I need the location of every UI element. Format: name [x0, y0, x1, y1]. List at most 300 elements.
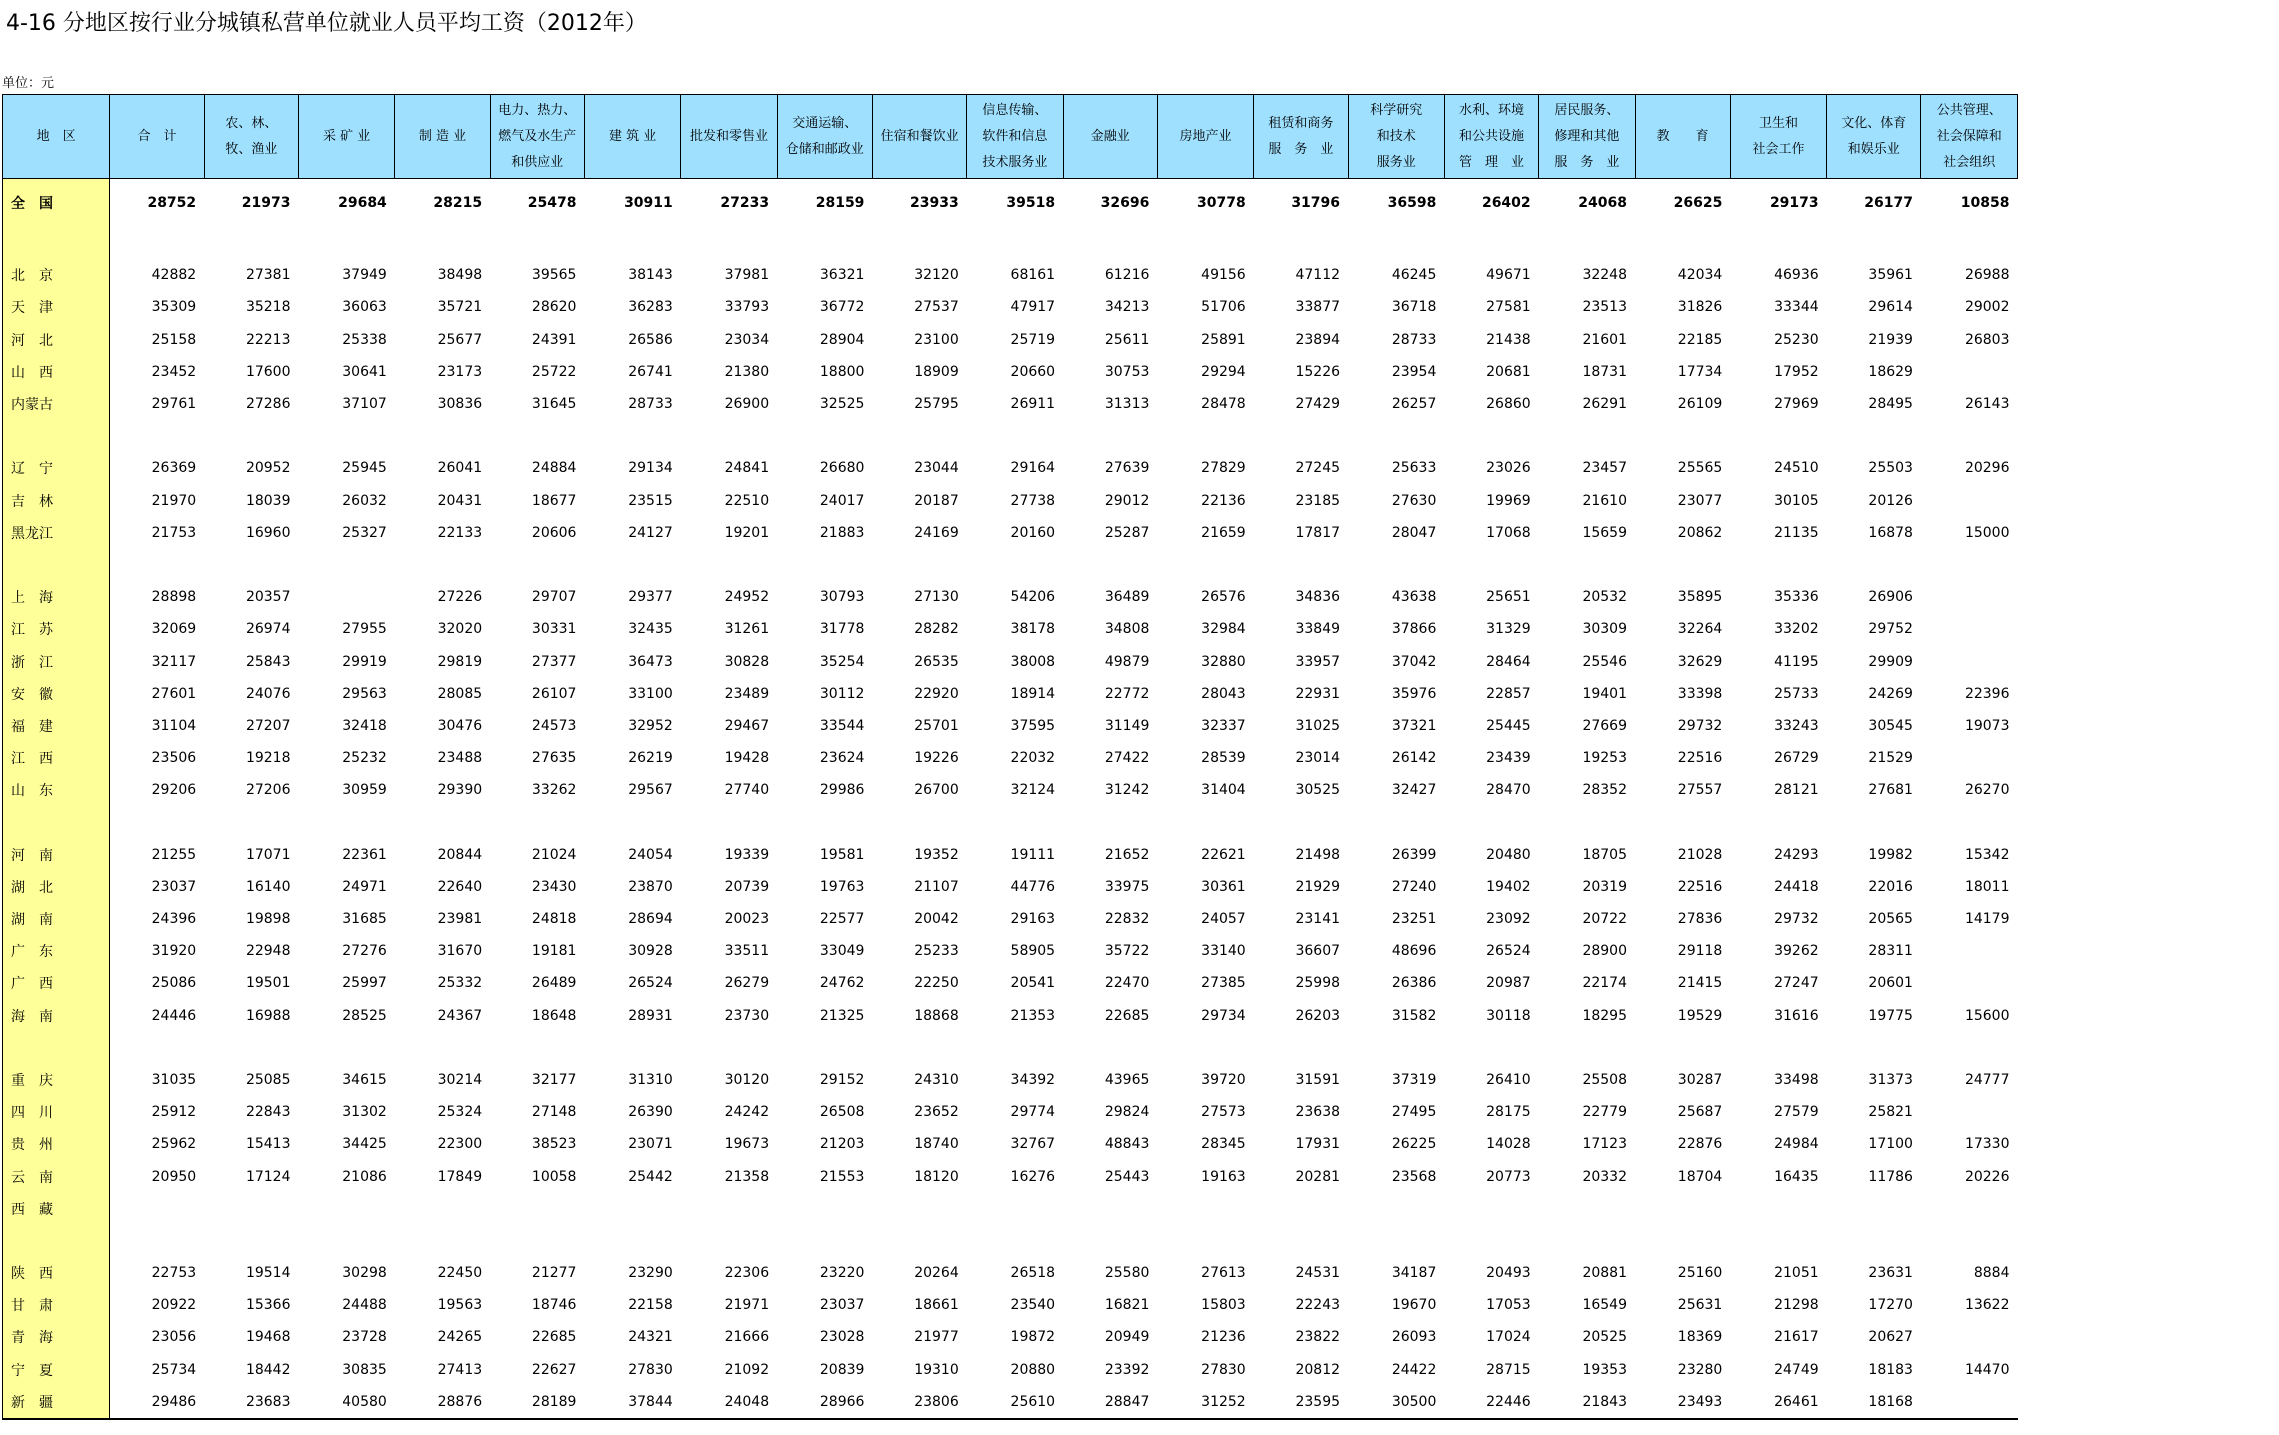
value-cell: 19428: [724, 750, 770, 767]
value-cell: [1827, 806, 1921, 838]
national-total-row: [3, 179, 2018, 228]
column-header-line: 居民服务、: [1554, 102, 1620, 118]
value-cell: 33975: [1104, 878, 1150, 895]
value-cell: 20264: [914, 1265, 959, 1282]
value-cell: 18677: [531, 492, 577, 509]
value-cell: 42034: [1677, 267, 1723, 284]
column-header: [1254, 95, 1348, 179]
value-cell: [1157, 420, 1253, 452]
value-cell: 41195: [1774, 653, 1819, 670]
value-cell: 30120: [724, 1071, 770, 1088]
value-cell: 25287: [1104, 524, 1150, 541]
value-cell: [1921, 1193, 2018, 1225]
value-cell: [584, 1032, 680, 1064]
value-cell: 18011: [1964, 878, 2010, 895]
value-cell: 35722: [1104, 943, 1150, 960]
value-cell: 31796: [1291, 195, 1341, 211]
value-cell: 24422: [1391, 1361, 1437, 1378]
value-cell: 32069: [151, 621, 197, 638]
value-cell: 31242: [1104, 782, 1150, 799]
value-cell: 30331: [531, 621, 577, 638]
value-cell: 23220: [819, 1265, 865, 1282]
value-cell: 39565: [531, 267, 577, 284]
value-cell: 20950: [151, 1168, 197, 1185]
value-cell: 25687: [1677, 1104, 1723, 1121]
value-cell: 20862: [1677, 524, 1723, 541]
value-cell: [1444, 806, 1538, 838]
value-cell: 20541: [1010, 975, 1056, 992]
value-cell: 31826: [1677, 299, 1723, 316]
value-cell: 22032: [1010, 750, 1056, 767]
value-cell: [777, 227, 872, 259]
value-cell: 26906: [1868, 589, 1913, 606]
value-cell: 19563: [437, 1297, 483, 1314]
value-cell: 23026: [1486, 460, 1531, 477]
table-row: [3, 324, 2018, 356]
table-row: [3, 1096, 2018, 1128]
value-cell: 27830: [628, 1361, 673, 1378]
value-cell: 40580: [298, 1386, 394, 1419]
value-cell: 21415: [1677, 975, 1723, 992]
value-cell: 43638: [1391, 589, 1437, 606]
region-cell: 云 南: [3, 1160, 110, 1192]
value-cell: [872, 549, 966, 581]
value-cell: 34187: [1391, 1265, 1437, 1282]
table-row: [3, 1386, 2018, 1419]
value-cell: 23037: [151, 878, 197, 895]
value-cell: 21028: [1677, 846, 1723, 863]
value-cell: 24269: [1868, 685, 1913, 702]
value-cell: 21086: [342, 1168, 387, 1185]
value-cell: 25734: [151, 1361, 197, 1378]
value-cell: [204, 1225, 298, 1257]
value-cell: 35976: [1391, 685, 1437, 702]
value-cell: [298, 549, 394, 581]
value-cell: [1063, 1225, 1157, 1257]
value-cell: 30641: [342, 363, 387, 380]
unit-label: 单位：元: [2, 76, 55, 91]
value-cell: [1827, 1225, 1921, 1257]
region-cell: 西 藏: [3, 1193, 110, 1225]
value-cell: 23822: [1295, 1329, 1341, 1346]
value-cell: 19529: [1677, 1007, 1723, 1024]
value-cell: 17068: [1486, 524, 1531, 541]
value-cell: 24984: [1774, 1136, 1819, 1153]
region-cell: 广 西: [3, 967, 110, 999]
value-cell: 19581: [819, 846, 865, 863]
value-cell: 32696: [1100, 195, 1150, 211]
value-cell: 28282: [914, 621, 959, 638]
value-cell: 24531: [1295, 1265, 1341, 1282]
value-cell: 22016: [1868, 878, 1913, 895]
value-cell: 31149: [1104, 717, 1150, 734]
value-cell: 21024: [531, 846, 577, 863]
value-cell: 19402: [1486, 878, 1531, 895]
value-cell: 30545: [1868, 717, 1913, 734]
value-cell: 29734: [1201, 1007, 1246, 1024]
value-cell: 24242: [724, 1104, 770, 1121]
value-cell: 23034: [724, 331, 770, 348]
value-cell: 28539: [1201, 750, 1246, 767]
value-cell: 33398: [1677, 685, 1723, 702]
column-header: [1444, 95, 1538, 179]
column-header-line: 教 育: [1656, 128, 1709, 144]
region-cell: 陕 西: [3, 1257, 110, 1289]
value-cell: 22446: [1444, 1386, 1538, 1419]
value-cell: 23056: [151, 1329, 197, 1346]
value-cell: 31373: [1868, 1071, 1913, 1088]
value-cell: 29118: [1677, 943, 1723, 960]
value-cell: [1921, 549, 2018, 581]
value-cell: [1348, 420, 1444, 452]
value-cell: 37595: [1010, 717, 1056, 734]
value-cell: 36321: [819, 267, 865, 284]
value-cell: 25997: [342, 975, 387, 992]
value-cell: 18731: [1582, 363, 1627, 380]
value-cell: [1827, 420, 1921, 452]
column-header-line: 文化、体育: [1841, 115, 1907, 131]
value-cell: 39262: [1774, 943, 1819, 960]
value-cell: [395, 227, 490, 259]
value-cell: 32435: [628, 621, 673, 638]
value-cell: 20627: [1868, 1329, 1913, 1346]
value-cell: 16435: [1774, 1168, 1819, 1185]
value-cell: 23515: [628, 492, 673, 509]
value-cell: 24418: [1774, 878, 1819, 895]
column-header: [395, 95, 490, 179]
column-header-line: 仓储和邮政业: [785, 141, 864, 157]
value-cell: 33100: [628, 685, 673, 702]
value-cell: 30476: [437, 717, 483, 734]
value-cell: [110, 806, 204, 838]
value-cell: 31920: [151, 943, 197, 960]
value-cell: 15000: [1964, 524, 2010, 541]
column-header-line: 软件和信息: [982, 128, 1048, 144]
value-cell: [1539, 549, 1635, 581]
value-cell: 23652: [914, 1104, 959, 1121]
value-cell: 17600: [245, 363, 291, 380]
value-cell: 31310: [628, 1071, 673, 1088]
value-cell: 32117: [151, 653, 197, 670]
value-cell: 61216: [1104, 267, 1150, 284]
value-cell: 22300: [437, 1136, 483, 1153]
value-cell: 21203: [819, 1136, 865, 1153]
value-cell: [681, 549, 777, 581]
value-cell: 32177: [531, 1071, 577, 1088]
value-cell: 29986: [819, 782, 865, 799]
value-cell: 20126: [1868, 492, 1913, 509]
value-cell: 27385: [1201, 975, 1246, 992]
value-cell: 19218: [245, 750, 291, 767]
value-cell: 22876: [1677, 1136, 1723, 1153]
value-cell: 26032: [342, 492, 387, 509]
value-cell: 27681: [1868, 782, 1913, 799]
value-cell: 23981: [437, 911, 483, 928]
value-cell: 24048: [681, 1386, 777, 1419]
value-cell: 22685: [531, 1329, 577, 1346]
value-cell: 27630: [1391, 492, 1437, 509]
region-cell: 上 海: [3, 581, 110, 613]
value-cell: 30778: [1197, 195, 1246, 211]
value-cell: 24127: [628, 524, 673, 541]
column-header: [1827, 95, 1921, 179]
value-cell: 25733: [1774, 685, 1819, 702]
region-cell: 广 东: [3, 935, 110, 967]
value-cell: 23493: [1635, 1386, 1730, 1419]
table-row: [3, 613, 2018, 645]
value-cell: 32248: [1582, 267, 1627, 284]
value-cell: 33140: [1201, 943, 1246, 960]
value-cell: 21325: [819, 1007, 865, 1024]
value-cell: 34425: [342, 1136, 387, 1153]
value-cell: 20023: [724, 911, 770, 928]
value-cell: 23071: [628, 1136, 673, 1153]
value-cell: 25443: [1104, 1168, 1150, 1185]
region-cell: 天 津: [3, 291, 110, 323]
column-header-line: 住宿和餐饮业: [880, 128, 959, 144]
value-cell: 27601: [151, 685, 197, 702]
value-cell: 21971: [724, 1297, 770, 1314]
value-cell: 17270: [1868, 1297, 1913, 1314]
value-cell: [584, 1193, 680, 1225]
table-row: [3, 291, 2018, 323]
value-cell: 21498: [1295, 846, 1341, 863]
value-cell: 29173: [1769, 195, 1819, 211]
value-cell: 31329: [1486, 621, 1531, 638]
value-cell: 23489: [724, 685, 770, 702]
value-cell: 27969: [1774, 396, 1819, 413]
value-cell: 22516: [1677, 878, 1723, 895]
value-cell: 18661: [914, 1297, 959, 1314]
table-row: [3, 452, 2018, 484]
value-cell: [967, 1032, 1063, 1064]
value-cell: 27233: [720, 195, 770, 211]
value-cell: 28345: [1201, 1136, 1246, 1153]
value-cell: 17024: [1486, 1329, 1531, 1346]
value-cell: 14028: [1486, 1136, 1531, 1153]
value-cell: 23683: [204, 1386, 298, 1419]
value-cell: 21977: [914, 1329, 959, 1346]
table-row: [3, 935, 2018, 967]
value-cell: 24265: [437, 1329, 483, 1346]
value-cell: [967, 420, 1063, 452]
value-cell: 33544: [819, 717, 865, 734]
value-cell: 24169: [914, 524, 959, 541]
value-cell: 22685: [1104, 1007, 1150, 1024]
column-header-line: 信息传输、: [982, 102, 1048, 118]
value-cell: 18746: [531, 1297, 577, 1314]
value-cell: 24310: [914, 1071, 959, 1088]
value-cell: 22931: [1295, 685, 1341, 702]
table-row: [3, 903, 2018, 935]
value-cell: 20357: [245, 589, 291, 606]
value-cell: 29134: [628, 460, 673, 477]
value-cell: 21438: [1486, 331, 1531, 348]
value-cell: 29563: [342, 685, 387, 702]
value-cell: 19339: [724, 846, 770, 863]
value-cell: 25701: [914, 717, 959, 734]
value-cell: 44776: [1010, 878, 1056, 895]
value-cell: 22185: [1677, 331, 1723, 348]
header-row: [3, 95, 2018, 179]
value-cell: [298, 1032, 394, 1064]
value-cell: 26279: [724, 975, 770, 992]
value-cell: 30298: [342, 1265, 387, 1282]
table-row: [3, 259, 2018, 291]
spacer-row: [3, 549, 2018, 581]
value-cell: [872, 1193, 966, 1225]
region-cell: [3, 806, 110, 838]
value-cell: [1921, 581, 2018, 613]
value-cell: 25843: [245, 653, 291, 670]
value-cell: 26680: [819, 460, 865, 477]
value-cell: [490, 227, 584, 259]
spacer-row: [3, 1032, 2018, 1064]
value-cell: [584, 1225, 680, 1257]
column-header: [1730, 95, 1826, 179]
value-cell: [395, 1225, 490, 1257]
value-cell: [1730, 227, 1826, 259]
value-cell: [1348, 1032, 1444, 1064]
value-cell: 34213: [1104, 299, 1150, 316]
value-cell: 38178: [1010, 621, 1056, 638]
value-cell: [1539, 1193, 1635, 1225]
value-cell: [1921, 1032, 2018, 1064]
value-cell: 32264: [1677, 621, 1723, 638]
value-cell: [1444, 420, 1538, 452]
value-cell: 20812: [1295, 1361, 1341, 1378]
value-cell: 17849: [437, 1168, 483, 1185]
value-cell: 18183: [1868, 1361, 1913, 1378]
value-cell: 21553: [819, 1168, 865, 1185]
value-cell: 18740: [914, 1136, 959, 1153]
value-cell: 19352: [914, 846, 959, 863]
value-cell: 28733: [628, 396, 673, 413]
table-row: [3, 581, 2018, 613]
value-cell: [298, 581, 394, 613]
value-cell: [777, 1032, 872, 1064]
value-cell: 37844: [584, 1386, 680, 1419]
value-cell: 26741: [628, 363, 673, 380]
value-cell: [1444, 1032, 1538, 1064]
table-row: [3, 356, 2018, 388]
value-cell: [298, 1225, 394, 1257]
value-cell: 36598: [1387, 195, 1437, 211]
value-cell: 31645: [531, 396, 577, 413]
value-cell: 35218: [245, 299, 291, 316]
value-cell: [395, 1032, 490, 1064]
value-cell: [1539, 1225, 1635, 1257]
value-cell: 30118: [1486, 1007, 1531, 1024]
value-cell: 19353: [1582, 1361, 1627, 1378]
value-cell: 34836: [1295, 589, 1341, 606]
value-cell: [490, 1032, 584, 1064]
value-cell: 29152: [819, 1071, 865, 1088]
value-cell: [1827, 549, 1921, 581]
value-cell: 17817: [1295, 524, 1341, 541]
value-cell: 30928: [628, 943, 673, 960]
value-cell: 26988: [1964, 267, 2010, 284]
value-cell: 26203: [1295, 1007, 1341, 1024]
value-cell: 30836: [437, 396, 483, 413]
value-cell: 38523: [531, 1136, 577, 1153]
column-header-line: 建 筑 业: [608, 128, 657, 144]
value-cell: 68161: [1010, 267, 1056, 284]
value-cell: [298, 227, 394, 259]
value-cell: [1921, 935, 2018, 967]
value-cell: 27836: [1677, 911, 1723, 928]
value-cell: [1444, 1193, 1538, 1225]
value-cell: [777, 1193, 872, 1225]
value-cell: 23728: [342, 1329, 387, 1346]
table-row: [3, 839, 2018, 871]
value-cell: [1921, 645, 2018, 677]
value-cell: 27581: [1486, 299, 1531, 316]
region-cell: 河 北: [3, 324, 110, 356]
value-cell: 22627: [531, 1361, 577, 1378]
value-cell: 19501: [245, 975, 291, 992]
column-header-line: 农、林、: [225, 115, 278, 131]
value-cell: [872, 1225, 966, 1257]
value-cell: 21973: [241, 195, 291, 211]
value-cell: 29390: [437, 782, 483, 799]
value-cell: 25085: [245, 1071, 291, 1088]
value-cell: [1063, 1193, 1157, 1225]
value-cell: 19673: [724, 1136, 770, 1153]
value-cell: [1921, 742, 2018, 774]
value-cell: 20949: [1104, 1329, 1150, 1346]
column-header: [1348, 95, 1444, 179]
value-cell: 30525: [1295, 782, 1341, 799]
value-cell: 20160: [1010, 524, 1056, 541]
spacer-row: [3, 806, 2018, 838]
value-cell: 29164: [1010, 460, 1056, 477]
value-cell: 13622: [1964, 1297, 2010, 1314]
value-cell: [1444, 549, 1538, 581]
value-cell: [1444, 1225, 1538, 1257]
value-cell: [395, 549, 490, 581]
value-cell: 16821: [1104, 1297, 1150, 1314]
value-cell: 21601: [1582, 331, 1627, 348]
value-cell: [110, 1032, 204, 1064]
value-cell: 18648: [531, 1007, 577, 1024]
value-cell: 27495: [1391, 1104, 1437, 1121]
value-cell: 22213: [245, 331, 291, 348]
value-cell: 29002: [1964, 299, 2010, 316]
value-cell: 28752: [147, 195, 197, 211]
value-cell: [1157, 1032, 1253, 1064]
value-cell: [872, 420, 966, 452]
table-row: [3, 1128, 2018, 1160]
value-cell: 21529: [1868, 750, 1913, 767]
column-header-line: 制 造 业: [418, 128, 467, 144]
value-cell: 33344: [1774, 299, 1819, 316]
value-cell: 25324: [437, 1104, 483, 1121]
value-cell: [1254, 549, 1348, 581]
value-cell: 17734: [1677, 363, 1723, 380]
value-cell: 24488: [342, 1297, 387, 1314]
value-cell: [1921, 227, 2018, 259]
column-header: [681, 95, 777, 179]
value-cell: 27148: [531, 1104, 577, 1121]
table-row: [3, 1321, 2018, 1353]
value-cell: 31261: [724, 621, 770, 638]
column-header-line: 管 理 业: [1459, 154, 1525, 170]
spacer-row: [3, 1225, 2018, 1257]
value-cell: 47112: [1295, 267, 1341, 284]
value-cell: 23457: [1582, 460, 1627, 477]
value-cell: 23540: [1010, 1297, 1056, 1314]
